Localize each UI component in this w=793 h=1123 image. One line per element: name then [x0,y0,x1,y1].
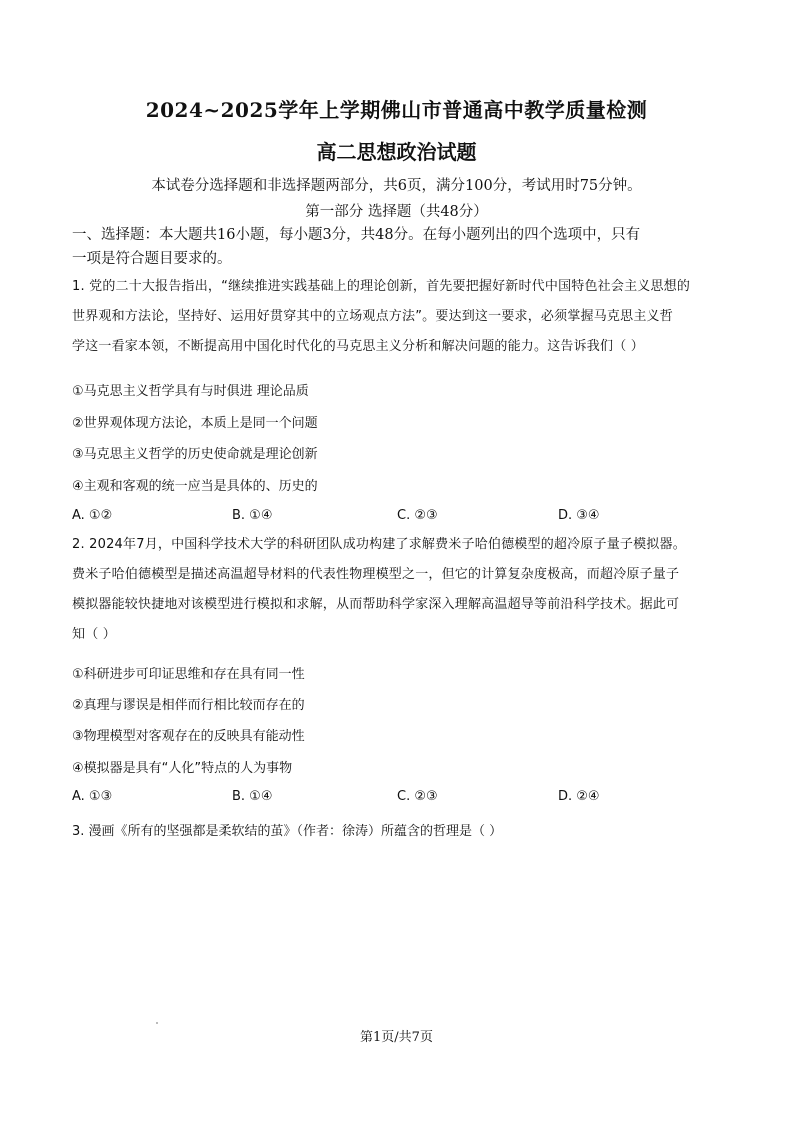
question-2-choice-a[interactable]: A. ①③ [72,789,113,804]
exam-subtitle: 高二思想政治试题 [316,140,477,164]
question-1-choice-a[interactable]: A. ①② [72,508,113,523]
question-1-stem [72,272,728,362]
question-1-choice-c[interactable]: C. ②③ [397,508,438,523]
question-2-line-3: 模拟器能较快捷地对该模型进行模拟和求解，从而帮助科学家深入理解高温超导等前沿科学技术。据此可 [72,597,680,612]
question-1-line-2: 世界观和方法论，坚持好、运用好贯穿其中的立场观点方法”。要达到这一要求，必须掌握马克思主义哲 [72,309,673,324]
question-1-line-1: 1. 党的二十大报告指出，“继续推进实践基础上的理论创新，首先要把握好新时代中国特色社会主义思想的 [72,279,691,294]
section-line-1: 一、选择题：本大题共16小题，每小题3分，共48分。在每小题列出的四个选项中，只有 [72,227,641,243]
page-number: 第1页/共7页 [360,1030,433,1045]
section-instructions [72,223,722,271]
question-2-choice-d[interactable]: D. ②④ [558,789,600,804]
question-2-line-4: 知（ ） [72,627,116,642]
exam-title: 2024~2025学年上学期佛山市普通高中教学质量检测 [145,98,648,122]
section-line-2: 一项是符合题目要求的。 [72,251,232,267]
question-3-stem: 3. 漫画《所有的坚强都是柔软结的茧》（作者：徐涛）所蕴含的哲理是（ ） [72,824,503,839]
question-2-item-1: ①科研进步可印证思维和存在具有同一性 [72,667,305,682]
scan-speck [156,1022,158,1024]
question-2-choice-b[interactable]: B. ①④ [232,789,273,804]
question-1-line-3: 学这一看家本领，不断提高用中国化时代化的马克思主义分析和解决问题的能力。这告诉我们（ ） [72,339,644,354]
exam-instructions: 本试卷分选择题和非选择题两部分，共6页，满分100分，考试用时75分钟。 [151,178,642,194]
question-2-item-4: ④模拟器是具有“人化”特点的人为事物 [72,761,293,776]
question-1-choice-b[interactable]: B. ①④ [232,508,273,523]
question-2-line-1: 2. 2024年7月，中国科学技术大学的科研团队成功构建了求解费米子哈伯德模型的超冷原子量子模拟器。 [72,537,686,552]
question-1-choice-d[interactable]: D. ③④ [558,508,600,523]
question-1-choices [72,508,722,528]
question-1-item-4: ④主观和客观的统一应当是具体的、历史的 [72,479,318,494]
question-2-item-2: ②真理与谬误是相伴而行相比较而存在的 [72,698,305,713]
question-1-item-2: ②世界观体现方法论，本质上是同一个问题 [72,416,318,431]
question-1-item-3: ③马克思主义哲学的历史使命就是理论创新 [72,447,318,462]
part-one-title: 第一部分 选择题（共48分） [305,204,488,220]
question-2-item-3: ③物理模型对客观存在的反映具有能动性 [72,729,305,744]
question-2-choice-c[interactable]: C. ②③ [397,789,438,804]
question-1-item-1: ①马克思主义哲学具有与时俱进 理论品质 [72,384,309,399]
question-2-choices [72,789,722,809]
question-2-stem [72,530,728,650]
question-2-line-2: 费米子哈伯德模型是描述高温超导材料的代表性物理模型之一，但它的计算复杂度极高，而超冷原子量子 [72,567,680,582]
